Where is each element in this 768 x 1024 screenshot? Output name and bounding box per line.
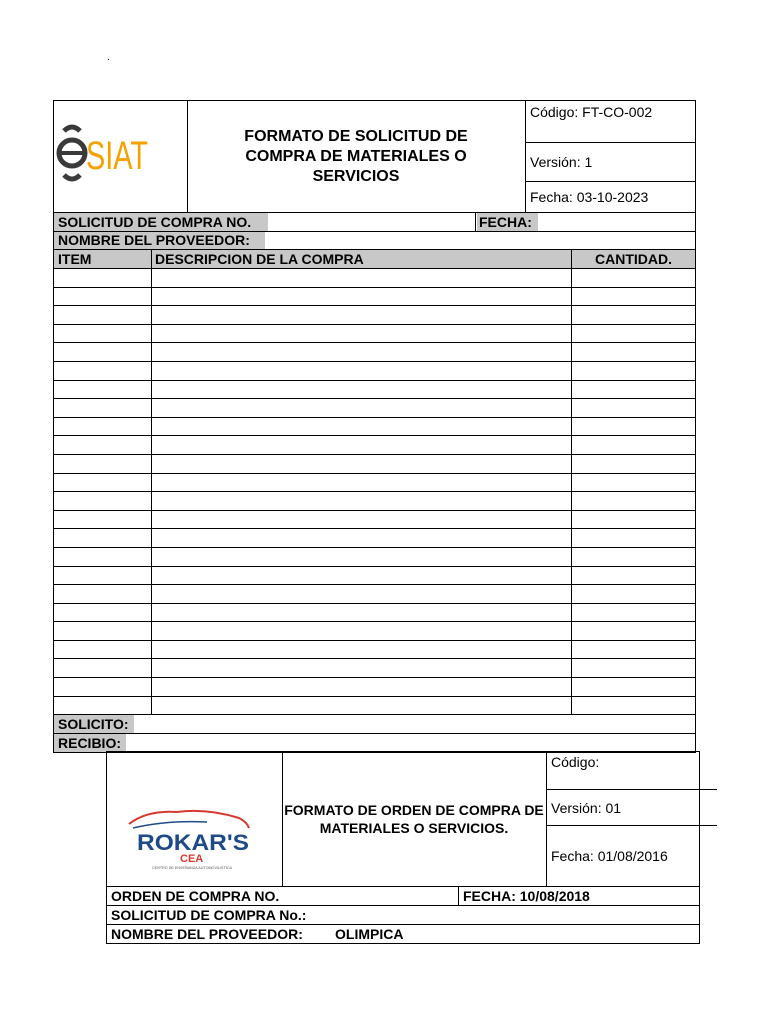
table-row[interactable] [53, 567, 696, 586]
table-row[interactable] [53, 697, 696, 716]
table-row[interactable] [53, 548, 696, 567]
proveedor-row [53, 232, 696, 250]
orden-proveedor-row [106, 925, 700, 944]
orden-proveedor-label: NOMBRE DEL PROVEEDOR: [111, 926, 303, 942]
column-header-row [53, 250, 696, 269]
table-row[interactable] [53, 362, 696, 381]
svg-text:CENTRO DE ENSEÑANZA AUTOMOVILI: CENTRO DE ENSEÑANZA AUTOMOVILISTICA [152, 866, 228, 870]
svg-text:SIAT: SIAT [86, 134, 148, 178]
table-row[interactable] [53, 622, 696, 641]
orden-form [106, 751, 700, 944]
table-row[interactable] [53, 306, 696, 325]
table-row[interactable] [53, 399, 696, 418]
solicitud-row [53, 213, 696, 232]
table-row[interactable] [53, 604, 696, 623]
orden-solicitud-label: SOLICITUD DE COMPRA No.: [111, 907, 307, 923]
form1-header [53, 100, 696, 213]
siat-logo-icon [54, 101, 187, 212]
form2-fecha-doc: Fecha: 01/08/2016 [551, 848, 668, 864]
table-row[interactable] [53, 474, 696, 493]
table-row[interactable] [53, 269, 696, 288]
rokars-logo-icon [107, 752, 282, 886]
table-row[interactable] [53, 381, 696, 400]
recibio-label: RECIBIO: [54, 734, 126, 752]
rokars-logo [107, 752, 283, 886]
table-row[interactable] [53, 511, 696, 530]
table-row[interactable] [53, 288, 696, 307]
table-row[interactable] [53, 343, 696, 362]
form2-header [106, 751, 700, 887]
form1-title: FORMATO DE SOLICITUD DE COMPRA DE MATERIALES O SERVICIOS [244, 127, 468, 185]
col-descripcion: DESCRIPCION DE LA COMPRA [155, 251, 364, 267]
form1-meta [525, 101, 696, 212]
orden-fecha-label: FECHA: 10/08/2018 [463, 888, 590, 904]
table-row[interactable] [53, 325, 696, 344]
solicitud-label: SOLICITUD DE COMPRA NO. [54, 213, 268, 231]
orden-solicitud-row [106, 906, 700, 925]
solicitud-form [53, 100, 696, 753]
proveedor-label: NOMBRE DEL PROVEEDOR: [54, 232, 265, 249]
fecha-divider [475, 213, 476, 231]
orden-proveedor-value: OLIMPICA [335, 926, 404, 942]
solicito-row [53, 715, 696, 734]
item-grid [53, 269, 696, 715]
form2-codigo: Código: [547, 752, 717, 790]
col-item: ITEM [58, 251, 92, 267]
table-row[interactable] [53, 418, 696, 437]
table-row[interactable] [53, 492, 696, 511]
form2-title: FORMATO DE ORDEN DE COMPRA DE MATERIALES O SERVICIOS. [284, 802, 544, 836]
svg-text:CEA: CEA [180, 853, 204, 865]
stray-mark: . [107, 52, 110, 63]
table-row[interactable] [53, 641, 696, 660]
form2-meta [546, 752, 700, 886]
svg-text:ROKAR'S: ROKAR'S [137, 830, 249, 855]
table-row[interactable] [53, 678, 696, 697]
fecha-label: FECHA: [477, 213, 538, 231]
solicito-label: SOLICITO: [54, 715, 134, 733]
table-row[interactable] [53, 436, 696, 455]
orden-row [106, 887, 700, 906]
orden-label: ORDEN DE COMPRA NO. [111, 888, 280, 904]
table-row[interactable] [53, 455, 696, 474]
table-row[interactable] [53, 659, 696, 678]
form1-version: Versión: 1 [526, 143, 696, 182]
table-row[interactable] [53, 585, 696, 604]
table-row[interactable] [53, 529, 696, 548]
form2-version: Versión: 01 [547, 790, 717, 826]
col-cantidad: CANTIDAD. [595, 251, 672, 267]
form1-fecha-doc: Fecha: 03-10-2023 [530, 189, 649, 205]
siat-logo [54, 101, 188, 212]
form1-codigo: Código: FT-CO-002 [526, 101, 696, 143]
